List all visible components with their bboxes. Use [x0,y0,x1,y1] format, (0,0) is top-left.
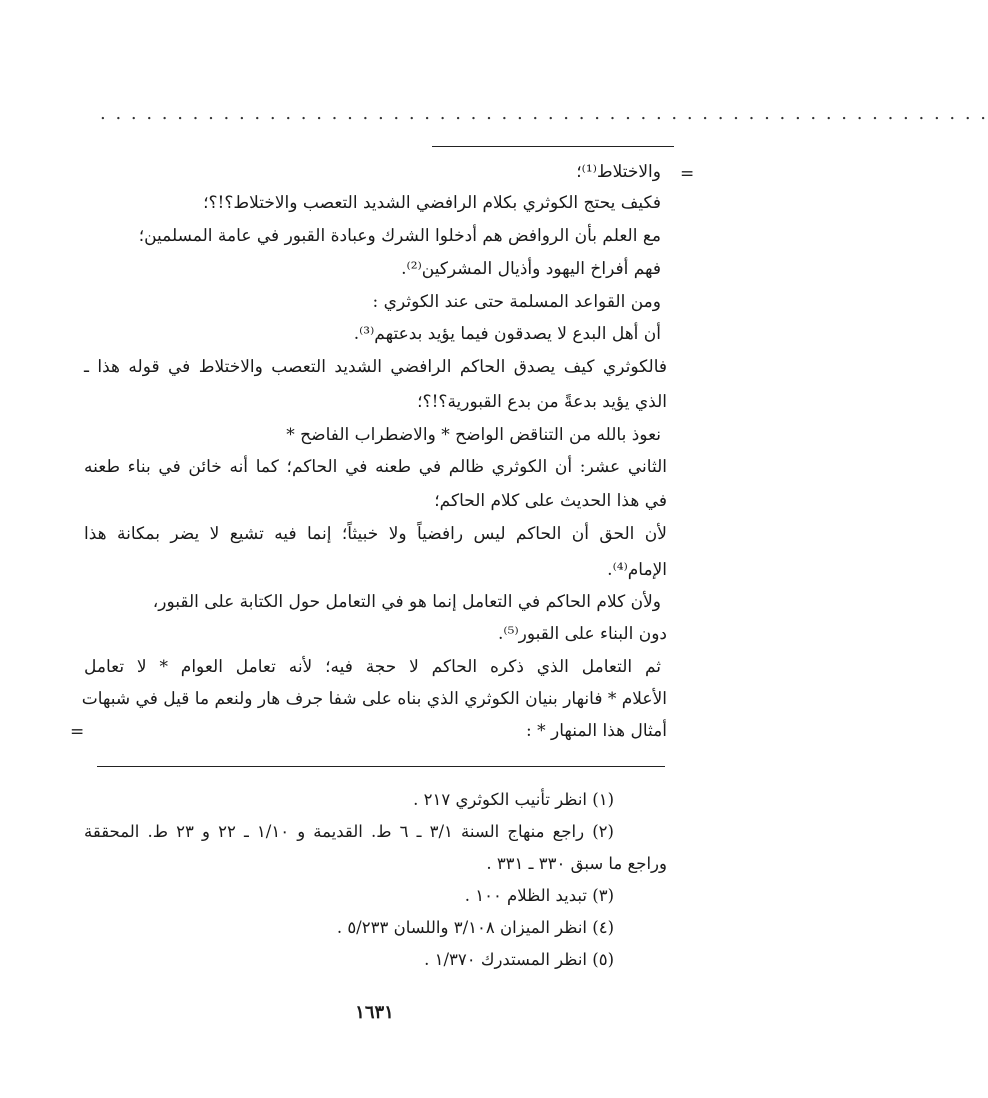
continuation-marker-mid: = [70,722,85,742]
body-line: أمثال هذا المنهار * : [525,721,667,741]
footnote-line: (٢) راجع منهاج السنة ٣/١ ـ ٦ ط. القديمة و ١/١٠ ـ ٢٢ و ٢٣ ط. المحققة [84,822,614,841]
body-line: الثاني عشر: أن الكوثري ظالم في طعنه في الحاكم؛ كما أنه خائن في بناء طعنه [84,457,667,477]
body-line: دون البناء على القبور⁽⁵⁾. [498,624,667,644]
page-number: ١٦٣١ [355,1002,394,1023]
footnote-line: (١) انظر تأنيب الكوثري ٢١٧ . [413,790,614,809]
body-line: فهم أفراخ اليهود وأذيال المشركين⁽²⁾. [401,259,661,279]
body-line: لأن الحق أن الحاكم ليس رافضياً ولا خبيثاً؛ إنما فيه تشيع لا يضر بمكانة هذا [84,524,667,544]
body-line: أن أهل البدع لا يصدقون فيما يؤيد بدعتهم⁽³⁾. [353,324,661,344]
footnote-line: وراجع ما سبق ٣٣٠ ـ ٣٣١ . [486,854,667,873]
body-line: الذي يؤيد بدعةً من بدع القبورية؟!؟؛ [417,392,667,412]
footnote-line: (٣) تبديد الظلام ١٠٠ . [464,886,614,905]
body-line: الإمام⁽⁴⁾. [607,560,667,580]
body-line: مع العلم بأن الروافض هم أدخلوا الشرك وعبادة القبور في عامة المسلمين؛ [138,226,661,246]
body-line: في هذا الحديث على كلام الحاكم؛ [434,491,667,511]
continuation-marker-top: = [680,164,695,184]
body-line: ثم التعامل الذي ذكره الحاكم لا حجة فيه؛ لأنه تعامل العوام * لا تعامل [84,657,661,677]
body-line: فالكوثري كيف يصدق الحاكم الرافضي الشديد التعصب والاختلاط في قوله هذا ـ [84,357,667,377]
body-line: نعوذ بالله من التناقض الواضح * والاضطراب الفاضح * [286,425,661,445]
header-dots: . . . . . . . . . . . . . . . . . . . . . . . . . . . . . . . . . . . . . . . . . . . . . . . . . . . . . . . . . . [100,103,988,124]
body-line: ولأن كلام الحاكم في التعامل إنما هو في التعامل حول الكتابة على القبور، [152,592,661,612]
body-line: الأعلام * فانهار بنيان الكوثري الذي بناه على شفا جرف هار ولنعم ما قيل في شبهات [81,689,667,709]
body-line: ومن القواعد المسلمة حتى عند الكوثري : [372,292,661,312]
footnote-line: (٥) انظر المستدرك ١/٣٧٠ . [424,950,614,969]
footnote-line: (٤) انظر الميزان ٣/١٠٨ واللسان ٥/٢٣٣ . [336,918,614,937]
body-line: فكيف يحتج الكوثري بكلام الرافضي الشديد التعصب والاختلاط؟!؟؛ [203,193,661,213]
body-line: والاختلاط⁽¹⁾؛ [576,162,661,182]
